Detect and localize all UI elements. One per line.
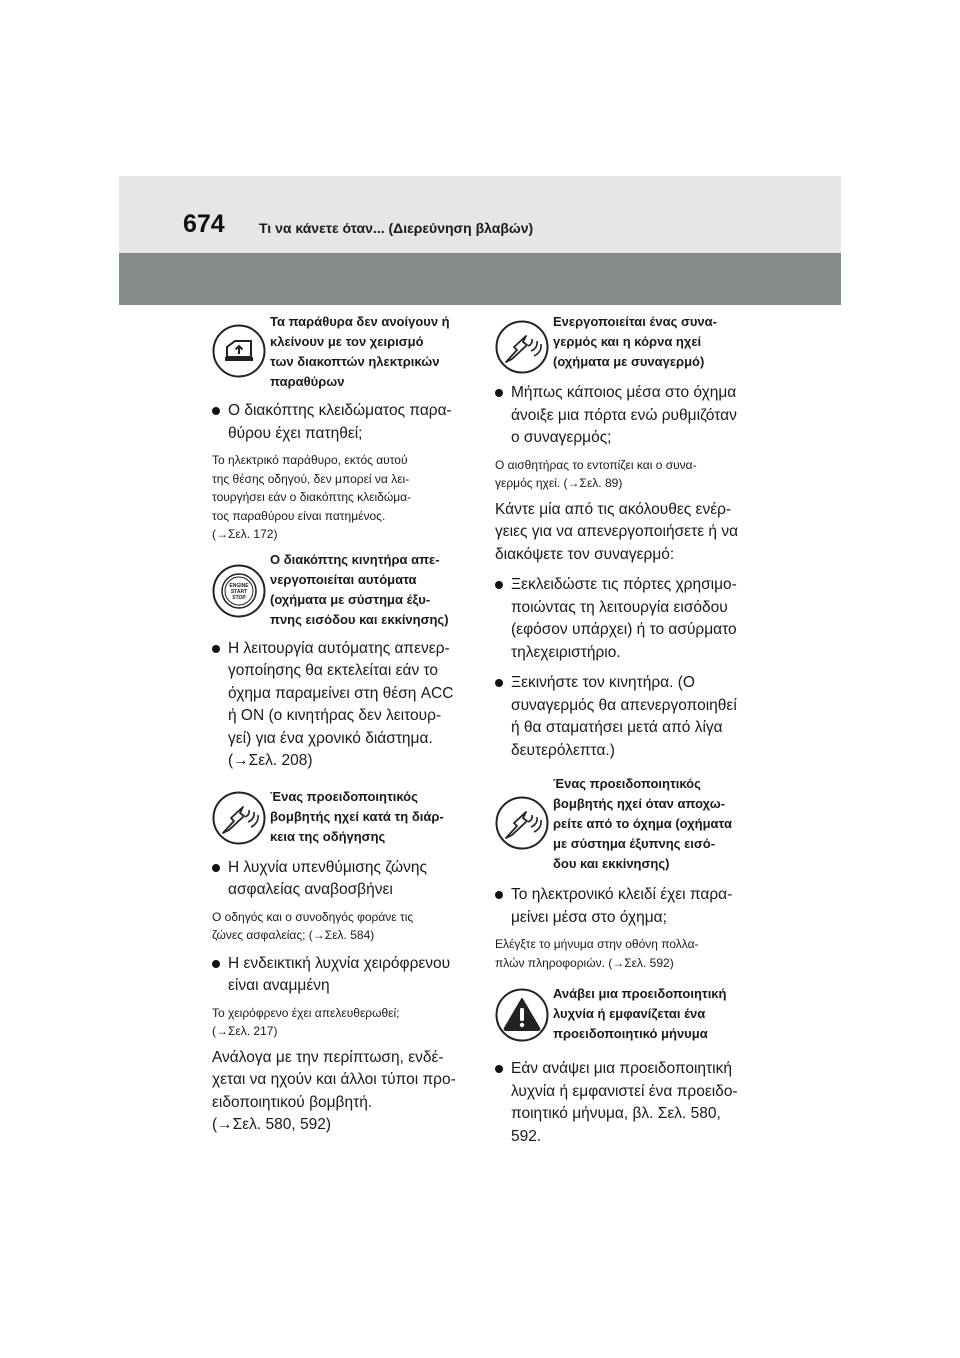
power-window-icon (212, 324, 266, 378)
warning-buzzer-icon (495, 796, 549, 850)
bullet-dot (212, 407, 220, 415)
note-check-display: Ελέγξτε το μήνυμα στην οθόνη πολλα- πλών πληροφοριών. (→Σελ. 592) (495, 937, 699, 970)
section-warning-light (495, 984, 757, 1148)
section-auto-off (212, 550, 470, 773)
header-band (119, 176, 841, 253)
section-alarm (495, 312, 757, 762)
section-power-windows (212, 312, 470, 544)
heading-buzzer-driving: Ένας προειδοποιητικός βομβητής ηχεί κατά τη διάρ- κεια της οδήγησης (270, 788, 444, 844)
bullet-parking-brake: Η ενδεικτική λυχνία χειρόφρενου είναι αναμμένη (212, 953, 470, 998)
section-buzzer-driving (212, 787, 470, 1137)
heading-alarm: Ενεργοποιείται ένας συνα- γερμός και η κόρνα ηχεί (οχήματα με συναγερμό) (553, 314, 717, 369)
heading-power-windows: Τα παράθυρα δεν ανοίγουν ή κλείνουν με τον χειρισμό των διακοπτών ηλεκτρικών παραθύρων (270, 314, 450, 389)
svg-text:ENGINE: ENGINE (229, 582, 249, 589)
heading-auto-off: Ο διακόπτης κινητήρα απε- νεργοποιείται αυτόματα (οχήματα με σύστημα έξυ- πνης εισόδου και εκκίνησης) (270, 551, 449, 627)
page-title: Τι να κάνετε όταν... (Διερεύνηση βλαβών) (259, 220, 534, 236)
bullet-dot (495, 891, 503, 899)
warning-triangle-icon (495, 988, 549, 1042)
left-column (212, 312, 470, 1137)
para-other-buzzers: Ανάλογα με την περίπτωση, ενδέ- χεται να ηχούν και άλλοι τύποι προ- ειδοποιητικού βομβητή. (→Σελ. 580, 592) (212, 1048, 456, 1133)
bullet-dot (212, 960, 220, 968)
bullet-seatbelt: Η λυχνία υπενθύμισης ζώνης ασφαλείας αναβοσβήνει (212, 857, 470, 902)
bullet-window-lock: Ο διακόπτης κλειδώματος παρα- θύρου έχει πατηθεί; (212, 400, 470, 445)
bullet-dot (495, 679, 503, 687)
note-sensor: Ο αισθητήρας το εντοπίζει και ο συνα- γερμός ηχεί. (→Σελ. 89) (495, 457, 697, 490)
alarm-horn-icon (495, 320, 549, 374)
bullet-dot (495, 581, 503, 589)
svg-text:START: START (230, 588, 248, 595)
svg-text:STOP: STOP (232, 594, 246, 601)
section-buzzer-leaving (495, 774, 757, 972)
heading-buzzer-leaving: Ένας προειδοποιητικός βομβητής ηχεί όταν αποχω- ρείτε από το όχημα (οχήματα με σύστημα έξυπνης εισό- δου και εκκίνησης) (553, 776, 732, 871)
note-seatbelt: Ο οδηγός και ο συνοδηγός φοράνε τις ζώνες ασφαλείας; (→Σελ. 584) (212, 909, 414, 942)
right-column (495, 312, 757, 1148)
warning-buzzer-icon (212, 791, 266, 845)
para-alarm-actions: Κάντε μία από τις ακόλουθες ενέρ- γειες για να απενεργοποιήσετε ή να διακόψετε τον συναγερμό: (495, 500, 739, 563)
bullet-auto-off: Η λειτουργία αυτόματης απενερ- γοποίησης θα εκτελείται εάν το όχημα παραμείνει στη θέση ACC ή ON (ο κινητήρας δεν λειτουρ- γεί) για ένα χρονικό διάστημα. (→Σελ. 208) (212, 638, 470, 773)
bullet-dot (212, 864, 220, 872)
bullet-unlock-doors: Ξεκλειδώστε τις πόρτες χρησιμο- ποιώντας τη λειτουργία εισόδου (εφόσον υπάρχει) ή το ασύρματο τηλεχειριστήριο. (495, 574, 757, 664)
bullet-key-inside: Το ηλεκτρονικό κλειδί έχει παρα- μείνει μέσα στο όχημα; (495, 884, 757, 929)
page-number: 674 (183, 210, 225, 238)
heading-warning-light: Ανάβει μια προειδοποιητική λυχνία ή εμφανίζεται ένα προειδοποιητικό μήνυμα (553, 986, 727, 1041)
bullet-door-opened: Μήπως κάποιος μέσα στο όχημα άνοιξε μια πόρτα ενώ ρυθμιζόταν ο συναγερμός; (495, 382, 757, 450)
note-parking-brake: Το χειρόφρενο έχει απελευθερωθεί; (→Σελ. 217) (212, 1005, 400, 1038)
note-window-lock: Το ηλεκτρικό παράθυρο, εκτός αυτού της θέσης οδηγού, δεν μπορεί να λει- τουργήσει εάν ο διακόπτης κλειδώμα- τος παραθύρου είναι πατημένος. (→Σελ. 172) (212, 453, 412, 541)
bullet-start-engine: Ξεκινήστε τον κινητήρα. (Ο συναγερμός θα απενεργοποιηθεί ή θα σταματήσει μετά από λίγα δευτερόλεπτα.) (495, 672, 757, 762)
bullet-dot (495, 389, 503, 397)
engine-start-stop-icon (212, 564, 266, 618)
bullet-dot (212, 645, 220, 653)
header-bar (119, 253, 841, 305)
bullet-warning-message: Εάν ανάψει μια προειδοποιητική λυχνία ή εμφανιστεί ένα προειδο- ποιητικό μήνυμα, βλ. Σελ. 580, 592. (495, 1058, 757, 1148)
bullet-dot (495, 1065, 503, 1073)
